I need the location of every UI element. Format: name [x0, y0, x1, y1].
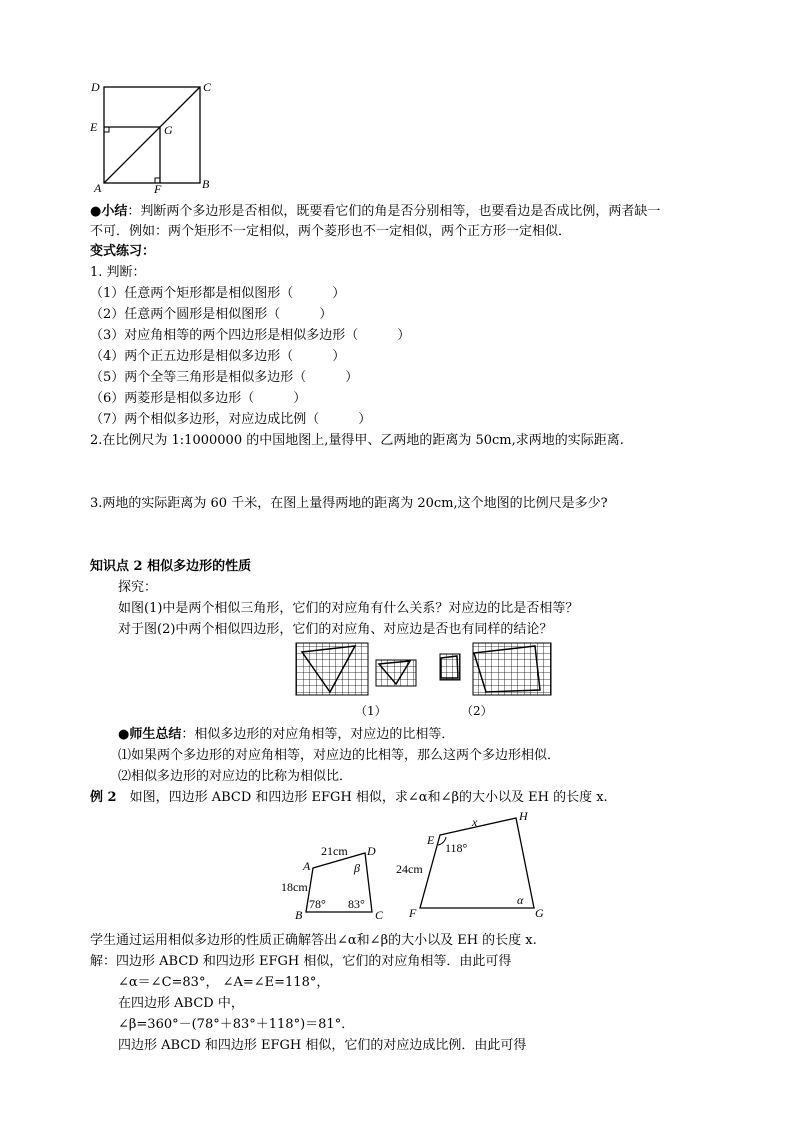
label-f: F — [154, 182, 162, 196]
label-g: G — [164, 123, 173, 137]
angle-c-label: 83° — [348, 897, 365, 911]
summary-line-2: 不可．例如：两个矩形不一定相似，两个菱形也不一定相似，两个正方形一定相似． — [90, 224, 572, 239]
summary-bullet: ● — [90, 204, 102, 219]
quadrilaterals-figure — [278, 808, 553, 923]
vertex-c: C — [375, 908, 384, 922]
grid-figures — [290, 640, 560, 700]
judge-item-4: （4）两个正五边形是相似多边形（ ） — [90, 349, 346, 364]
right-angle-e — [104, 127, 109, 132]
summary-text-1: ：判断两个多边形是否相似，既要看它们的角是否分别相等，也要看边是否成比例，两者缺一 — [127, 204, 661, 219]
teacher-summary-text: ：相似多边形的对应角相等，对应边的比相等． — [181, 727, 455, 742]
judge-item-7: （7）两个相似多边形，对应边成比例（ ） — [90, 412, 372, 427]
label-c: C — [203, 80, 212, 94]
diagonal-ac — [104, 87, 200, 183]
caption-2: （2） — [461, 704, 493, 718]
alpha-label: α — [517, 893, 524, 907]
judge-item-2: （2）任意两个圆形是相似图形（ ） — [90, 307, 333, 322]
angle-e-label: 118° — [445, 841, 468, 855]
summary-line-1 — [90, 203, 660, 221]
label-d: D — [91, 80, 100, 94]
explore-label: 探究： — [118, 580, 158, 595]
label-b: B — [202, 177, 210, 191]
vertex-f: F — [409, 906, 417, 920]
square-figure — [88, 78, 218, 196]
summary-point-2: ⑵相似多边形的对应边的比称为相似比． — [118, 769, 353, 784]
solution-line-3: 在四边形 ABCD 中， — [118, 996, 244, 1011]
practice-heading: 变式练习： — [90, 244, 156, 259]
solution-line-1 — [90, 953, 511, 971]
example-2-text: 如图，四边形 ABCD 和四边形 EFGH 相似，求∠α和∠β的大小以及 EH 的长度 x. — [129, 790, 608, 805]
angle-b-label: 78° — [309, 897, 326, 911]
x-label: x — [472, 815, 478, 829]
solution-text-1: 四边形 ABCD 和四边形 EFGH 相似，它们的对应角相等．由此可得 — [116, 954, 512, 969]
side-ad-label: 21cm — [321, 844, 348, 858]
vertex-a: A — [303, 859, 311, 873]
example-2 — [90, 789, 608, 807]
vertex-h: H — [519, 809, 528, 823]
summary-point-1: ⑴如果两个多边形的对应角相等，对应边的比相等，那么这两个多边形相似． — [118, 748, 561, 763]
label-e: E — [90, 120, 98, 134]
question-3: 3.两地的实际距离为 60 千米，在图上量得两地的距离为 20cm,这个地图的比例尺是多少? — [90, 496, 608, 511]
judge-item-6: （6）两菱形是相似多边形（ ） — [90, 391, 307, 406]
question-2: 2.在比例尺为 1:1000000 的中国地图上,量得甲、乙两地的距离为 50cm,求两地的实际距离. — [90, 433, 624, 448]
caption-1: （1） — [355, 704, 387, 718]
vertex-d: D — [367, 844, 376, 858]
teacher-summary — [118, 726, 454, 744]
teacher-summary-title: 师生总结 — [129, 727, 182, 742]
explore-question-a: 如图(1)中是两个相似三角形，它们的对应角有什么关系？对应边的比是否相等？ — [118, 601, 579, 616]
explore-question-b: 对于图(2)中两个相似四边形，它们的对应角、对应边是否也有同样的结论？ — [118, 622, 553, 637]
judge-item-3: （3）对应角相等的两个四边形是相似多边形（ ） — [90, 328, 411, 343]
side-ef-label: 24cm — [396, 862, 423, 876]
question-1-title: 1. 判断： — [90, 265, 146, 280]
judge-item-5: （5）两个全等三角形是相似多边形（ ） — [90, 370, 359, 385]
label-a: A — [94, 181, 102, 195]
judge-item-1: （1）任意两个矩形都是相似图形（ ） — [90, 286, 346, 301]
solution-line-5: 四边形 ABCD 和四边形 EFGH 相似，它们的对应边成比例．由此可得 — [118, 1038, 527, 1053]
vertex-b: B — [295, 908, 303, 922]
side-ab-label: 18cm — [281, 880, 308, 894]
solution-line-2: ∠α＝∠C=83°， ∠A=∠E=118°， — [118, 975, 330, 990]
solution-label: 解： — [90, 954, 117, 969]
kp2-title: 知识点 2 相似多边形的性质 — [90, 559, 252, 574]
vertex-g: G — [535, 906, 544, 920]
solution-line-4: ∠β=360°－(78°＋83°＋118°)＝81°． — [118, 1017, 355, 1032]
beta-label: β — [354, 861, 360, 875]
example-2-label: 例 2 — [90, 790, 117, 805]
vertex-e: E — [427, 833, 435, 847]
solution-intro: 学生通过运用相似多边形的性质正确解答出∠α和∠β的大小以及 EH 的长度 x. — [90, 933, 537, 948]
summary-bullet-2: ● — [118, 727, 130, 742]
summary-title: 小结 — [101, 204, 128, 219]
